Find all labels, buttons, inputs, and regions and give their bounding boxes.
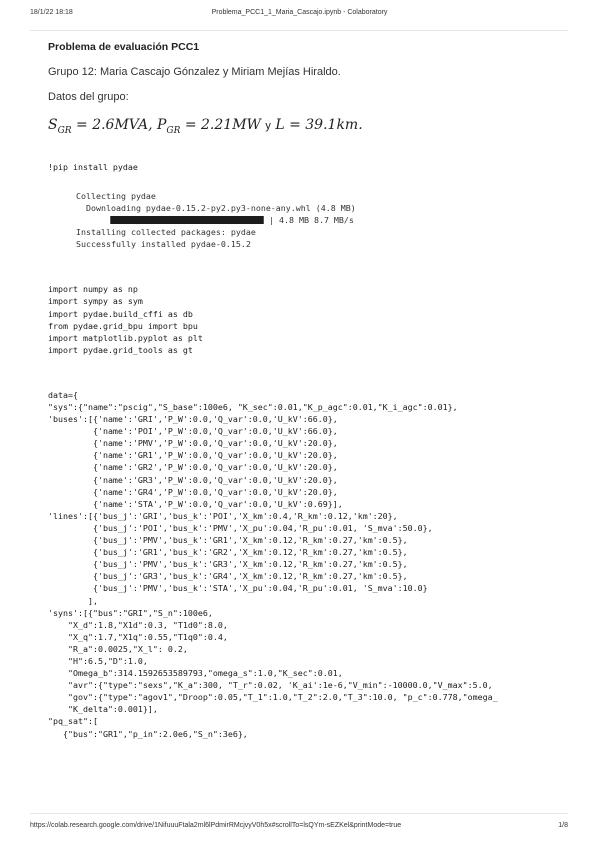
code-cell-imports[interactable]: import numpy as np import sympy as sym import pydae.build_cffi as db from pydae.grid_bpu import bpu import matplotlib.pyplot as plt import pydae.grid_tools as gt: [48, 284, 203, 355]
print-footer: [0, 822, 599, 834]
bottom-divider: [30, 813, 568, 814]
output-line: Downloading pydae-0.15.2-py2.py3-none-any.whl (4.8 MB): [76, 202, 356, 213]
s-unit: MVA: [114, 117, 149, 133]
equation-connector: y: [265, 120, 271, 132]
code-cell-pip[interactable]: !pip install pydae: [48, 161, 138, 172]
group-line: Grupo 12: Maria Cascajo Gónzalez y Miriam Mejías Hiraldo.: [48, 66, 341, 78]
print-title: Problema_PCC1_1_Maria_Cascajo.ipynb - Colaboratory: [211, 9, 388, 16]
print-url: https://colab.research.google.com/drive/1NifuuuFtala2ml6lPdmirRMcjvyV0h5x#scrollTo=lsQYm-sEZKel&printMode=true: [30, 822, 402, 829]
notebook-content: [48, 40, 568, 740]
l-unit: km: [336, 117, 359, 133]
data-label: Datos del grupo:: [48, 91, 129, 103]
print-datetime: 18/1/22 18:18: [30, 9, 73, 16]
p-value: 2.21: [201, 117, 233, 133]
l-value: 39.1: [305, 117, 337, 133]
group-data-equation: $S_{GR} = 2.6MVA$, $P_{GR} = 2.21MW$ y L = 39.1km.: [48, 117, 363, 136]
output-line: Collecting pydae: [76, 190, 156, 201]
page-number: 1/8: [558, 822, 568, 829]
s-value: 2.6: [92, 117, 115, 133]
output-line: Successfully installed pydae-0.15.2: [76, 239, 251, 250]
download-progress-bar: [110, 216, 264, 224]
problem-heading: Problema de evaluación PCC1: [48, 41, 200, 53]
output-pip: [48, 190, 568, 250]
code-cell-data[interactable]: data={ "sys":{"name":"pscig","S_base":100e6, "K_sec":0.01,"K_p_agc":0.01,"K_i_agc":0.01}, 'buses':[{'name':'GRI','P_W':0.0,'Q_var':0.0,'U_kV':66.0}, {'name':'POI','P_W':0.0,'Q_var':0.0,'U_kV':66.0}, {'name':'PMV','P_W':0.0,'Q_var':0.0,'U_kV':20.0}, {'name':'GR1','P_W':0.0,'Q_var':0.0,'U_kV':20.0}, {'name':'GR2','P_W':0.0,'Q_var':0.0,'U_kV':20.0}, {'name':'GR3','P_W':0.0,'Q_var':0.0,'U_kV':20.0}, {'name':'GR4','P_W':0.0,'Q_var':0.0,'U_kV':20.0}, {'name':'STA','P_W':0.0,'Q_var':0.0,'U_kV':0.69}], 'lines':[{'bus_j':'GRI','bus_k':'POI','X_km':0.4,'R_km':0.12,'km':20}, {'bus_j':'POI','bus_k':'PMV','X_pu':0.04,'R_pu':0.01, 'S_mva':50.0}, {'bus_j':'PMV','bus_k':'GR1','X_km':0.12,'R_km':0.27,'km':0.5}, {'bus_j':'GR1','bus_k':'GR2','X_km':0.12,'R_km':0.27,'km':0.5}, {'bus_j':'PMV','bus_k':'GR3','X_km':0.12,'R_km':0.27,'km':0.5}, {'bus_j':'GR3','bus_k':'GR4','X_km':0.12,'R_km':0.27,'km':0.5}, {'bus_j':'PMV','bus_k':'STA','X_pu':0.04,'R_pu':0.01, 'S_mva':10.0} ], 'syns':[{"bus":"GRI","S_n":100e6, "X_d":1.8,"X1d":0.3, "T1d0":8.0, "X_q":1.7,"X1q":0.55,"T1q0":0.4, "R_a":0.0025,"X_l": 0.2, "H":6.5,"D":1.0, "Omega_b":314.1592653589793,"omega_s":1.0,"K_sec":0.01, "avr":{"type":"sexs","K_a":300, "T_r":0.02, 'K_ai':1e-6,"V_min":-10000.0,"V_max":5.0, "gov":{"type":"agov1","Droop":0.05,"T_1":1.0,"T_2":2.0,"T_3":10.0, "p_c":0.778,"omega_ "K_delta":0.001}], "pq_sat":[ {"bus":"GR1","p_in":2.0e6,"S_n":3e6},: [48, 389, 498, 739]
top-divider: [30, 30, 568, 31]
output-line: Installing collected packages: pydae: [76, 227, 256, 238]
download-progress: [76, 214, 568, 226]
p-unit: MW: [232, 117, 261, 133]
download-progress-text: | 4.8 MB 8.7 MB/s: [269, 215, 354, 226]
print-header: [0, 9, 599, 21]
download-progress-fill: [111, 216, 263, 224]
